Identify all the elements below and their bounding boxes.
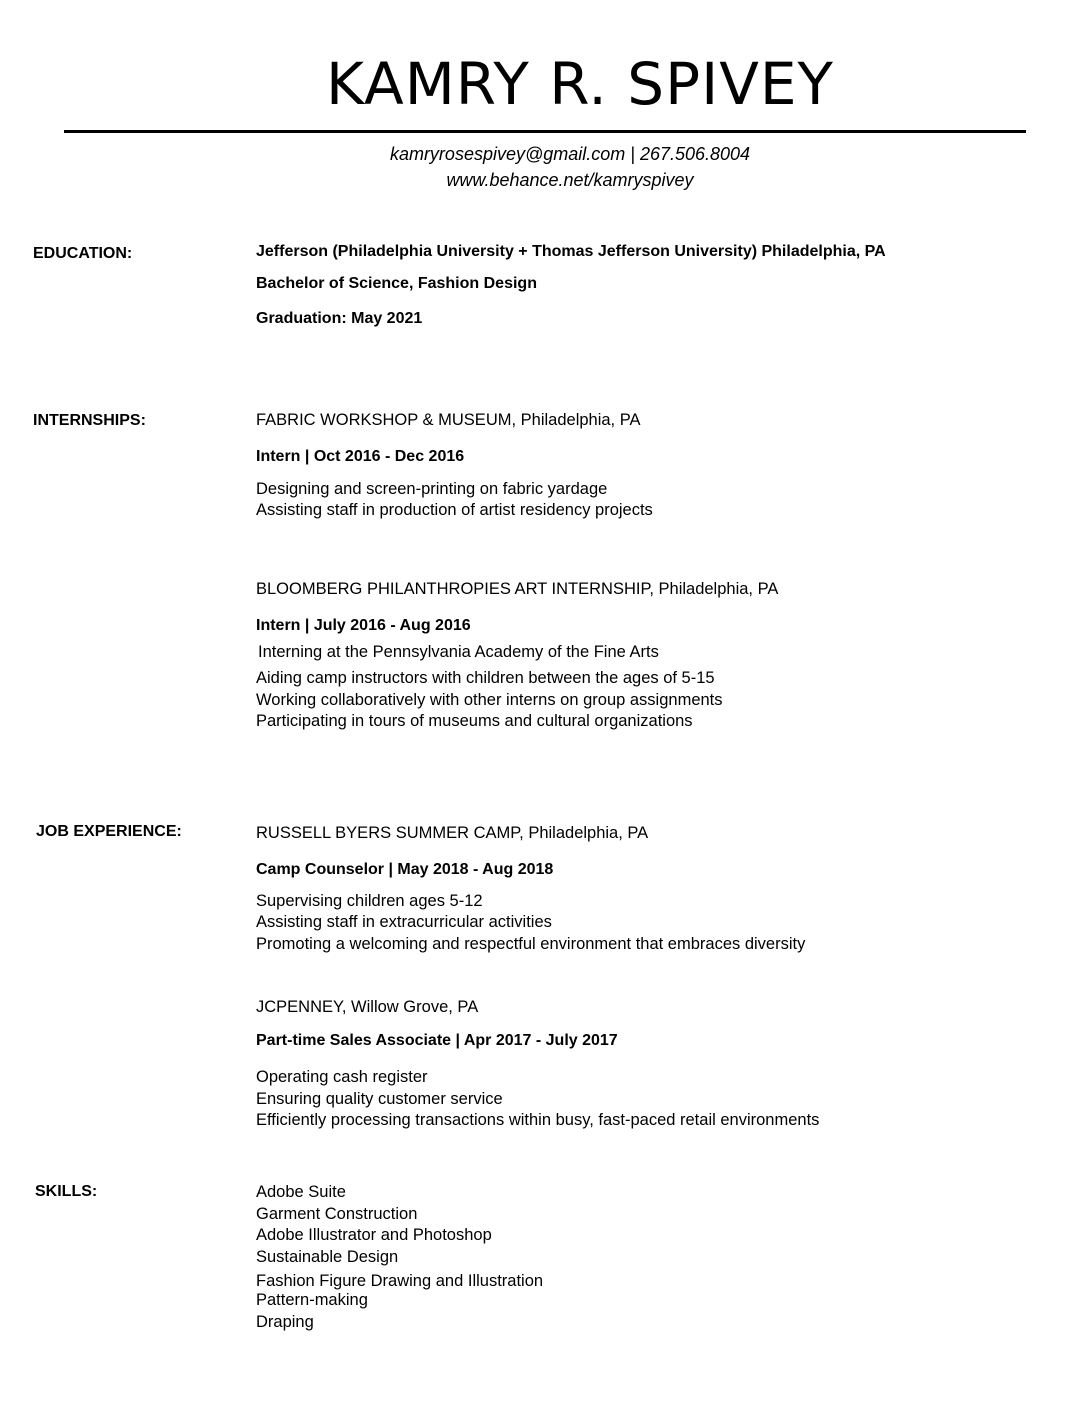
job-1-role: Camp Counselor | May 2018 - Aug 2018 <box>256 861 554 878</box>
contact-email-phone: kamryrosespivey@gmail.com | 267.506.8004 <box>389 144 751 164</box>
skill-item: Sustainable Design <box>256 1248 399 1266</box>
education-graduation: Graduation: May 2021 <box>256 310 423 327</box>
internship-2-bullet: Interning at the Pennsylvania Academy of the Fine Arts <box>258 643 659 661</box>
internship-2-bullet: Aiding camp instructors with children between the ages of 5-15 <box>256 669 715 687</box>
education-school: Jefferson (Philadelphia University + Thomas Jefferson University) Philadelphia, PA <box>256 243 886 260</box>
internships-heading: INTERNSHIPS: <box>33 412 146 429</box>
job-1-org: RUSSELL BYERS SUMMER CAMP, Philadelphia, PA <box>256 824 649 842</box>
skill-item: Garment Construction <box>256 1205 418 1223</box>
internship-1-role: Intern | Oct 2016 - Dec 2016 <box>256 448 465 465</box>
education-heading: EDUCATION: <box>33 245 133 262</box>
internship-2-bullet: Participating in tours of museums and cultural organizations <box>256 712 693 730</box>
skill-item: Adobe Illustrator and Photoshop <box>256 1226 492 1244</box>
skill-item: Fashion Figure Drawing and Illustration <box>256 1272 544 1290</box>
job-1-bullet: Supervising children ages 5-12 <box>256 892 483 910</box>
internship-1-bullet: Assisting staff in production of artist residency projects <box>256 501 653 519</box>
job-1-bullet: Assisting staff in extracurricular activities <box>256 913 552 931</box>
skill-item: Draping <box>256 1313 314 1331</box>
education-degree: Bachelor of Science, Fashion Design <box>256 275 537 292</box>
job-2-bullet: Operating cash register <box>256 1068 428 1086</box>
job-1-bullet: Promoting a welcoming and respectful environment that embraces diversity <box>256 935 806 953</box>
skill-item: Adobe Suite <box>256 1183 346 1201</box>
skill-item: Pattern-making <box>256 1291 368 1309</box>
job-2-org: JCPENNEY, Willow Grove, PA <box>256 998 479 1016</box>
internship-1-org: FABRIC WORKSHOP & MUSEUM, Philadelphia, PA <box>256 411 641 429</box>
job-2-bullet: Ensuring quality customer service <box>256 1090 503 1108</box>
internship-2-bullet: Working collaboratively with other interns on group assignments <box>256 691 723 709</box>
internship-2-org: BLOOMBERG PHILANTHROPIES ART INTERNSHIP, Philadelphia, PA <box>256 580 779 598</box>
job-2-role: Part-time Sales Associate | Apr 2017 - July 2017 <box>256 1032 618 1049</box>
resume-name: KAMRY R. SPIVEY <box>326 50 834 118</box>
internship-1-bullet: Designing and screen-printing on fabric yardage <box>256 480 608 498</box>
job-experience-heading: JOB EXPERIENCE: <box>36 823 182 840</box>
job-2-bullet: Efficiently processing transactions within busy, fast-paced retail environments <box>256 1111 820 1129</box>
skills-heading: SKILLS: <box>35 1183 98 1200</box>
header-divider <box>64 130 1026 133</box>
contact-website: www.behance.net/kamryspivey <box>446 170 694 190</box>
internship-2-role: Intern | July 2016 - Aug 2016 <box>256 617 471 634</box>
